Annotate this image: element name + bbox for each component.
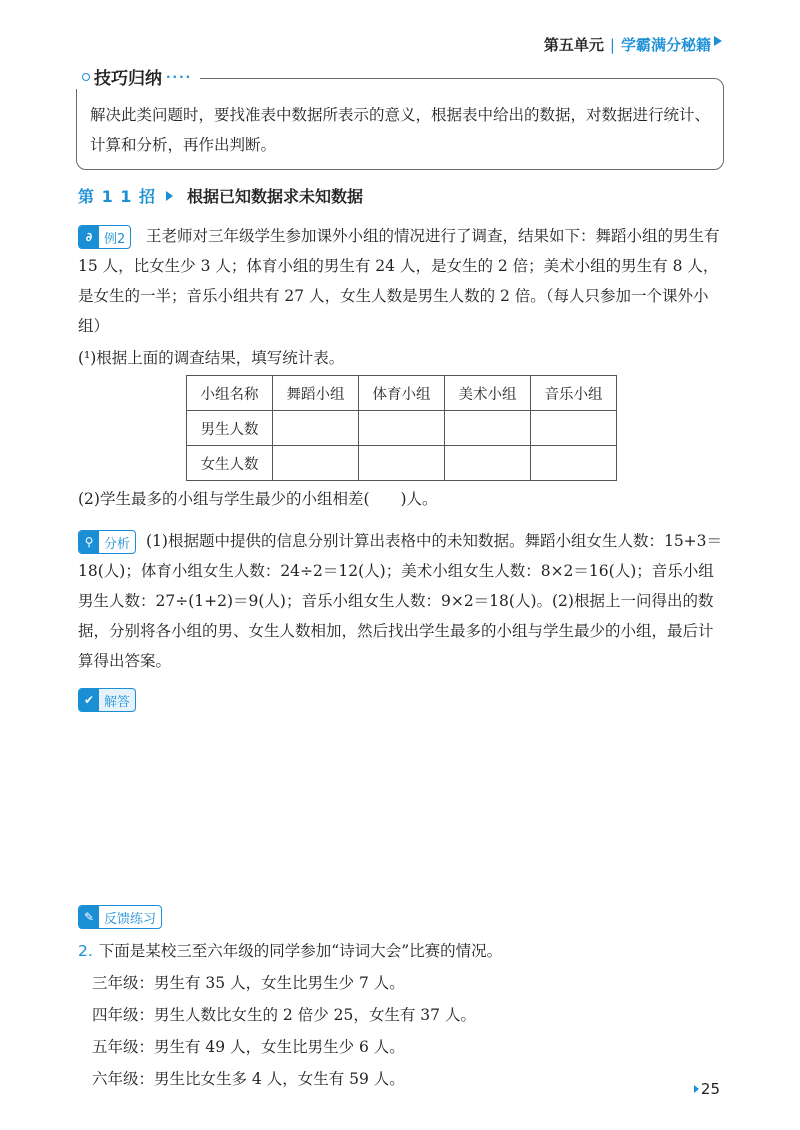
tips-heading (76, 64, 200, 89)
check-icon: ✔ (79, 689, 99, 711)
ring-icon (82, 73, 90, 81)
dots-decoration-icon: ···· (166, 69, 193, 84)
pencil-icon: ✎ (79, 906, 99, 928)
table-header-cell: 音乐小组 (531, 376, 617, 411)
table-cell-blank[interactable] (445, 446, 531, 481)
tips-text: 解决此类问题时，要找准表中数据所表示的意义，根据表中给出的数据，对数据进行统计、计算和分析，再作出判断。 (90, 106, 711, 154)
brand-title: 学霸满分秘籍 (620, 36, 711, 54)
stats-table (186, 375, 617, 481)
practice-line: 五年级：男生有 49 人，女生比男生少 6 人。 (92, 1038, 405, 1056)
table-header-cell: 舞蹈小组 (273, 376, 359, 411)
running-header (544, 34, 722, 55)
section-number: 第 1 1 招 (78, 187, 156, 206)
header-separator: | (609, 35, 615, 54)
section-title: 根据已知数据求未知数据 (186, 187, 363, 206)
page-number (694, 1080, 720, 1098)
analysis-text: (1)根据题中提供的信息分别计算出表格中的未知数据。舞蹈小组女生人数：15+3＝18(人)；体育小组女生人数：24÷2＝12(人)；美术小组女生人数：8×2＝16(人)；音乐小组男生人数：27÷(1+2)＝9(人)；音乐小组女生人数：9×2＝18(人)。(2)根据上一问得出的数据，分别将各小组的男、女生人数相加，然后找出学生最多的小组与学生最少的小组，最后计算得出答案。 (78, 532, 723, 670)
page-number-text: 25 (700, 1080, 720, 1098)
example-text: 王老师对三年级学生参加课外小组的情况进行了调查，结果如下：舞蹈小组的男生有 15 人，比女生少 3 人；体育小组的男生有 24 人，是女生的 2 倍；美术小组的男生有 8 人，是女生的一半；音乐小组共有 27 人，女生人数是男生人数的 2 倍。（每人只参加一个课外小组） (78, 227, 720, 335)
magnifier-icon: ⚲ (79, 531, 99, 553)
table-header-cell: 体育小组 (359, 376, 445, 411)
table-row (187, 446, 617, 481)
question-2: (2)学生最多的小组与学生最少的小组相差( )人。 (78, 490, 438, 508)
link-icon: ∂ (79, 226, 99, 248)
table-header-cell: 小组名称 (187, 376, 273, 411)
practice-line: 四年级：男生人数比女生的 2 倍少 25，女生有 37 人。 (92, 1006, 476, 1024)
practice-line: 三年级：男生有 35 人，女生比男生少 7 人。 (92, 974, 405, 992)
table-row (187, 411, 617, 446)
row-label-girls: 女生人数 (187, 446, 273, 481)
table-cell-blank[interactable] (359, 411, 445, 446)
practice-line: 六年级：男生比女生多 4 人，女生有 59 人。 (92, 1070, 405, 1088)
tips-title: 技巧归纳 (94, 69, 162, 89)
example-tag-label: 例2 (104, 231, 126, 247)
analysis-tag-label: 分析 (104, 536, 131, 552)
practice-intro-line (78, 935, 724, 967)
table-cell-blank[interactable] (273, 411, 359, 446)
answer-tag (78, 688, 136, 712)
practice-block (78, 935, 724, 1095)
table-cell-blank[interactable] (273, 446, 359, 481)
table-cell-blank[interactable] (445, 411, 531, 446)
flag-icon (714, 36, 722, 46)
feedback-tag (78, 905, 162, 929)
table-cell-blank[interactable] (359, 446, 445, 481)
row-label-boys: 男生人数 (187, 411, 273, 446)
table-cell-blank[interactable] (531, 446, 617, 481)
table-header-cell: 美术小组 (445, 376, 531, 411)
question-1: (¹)根据上面的调查结果，填写统计表。 (78, 349, 345, 367)
table-cell-blank[interactable] (531, 411, 617, 446)
triangle-icon (166, 191, 173, 201)
practice-number: 2. (78, 942, 93, 960)
practice-intro: 下面是某校三至六年级的同学参加“诗词大会”比赛的情况。 (98, 942, 503, 960)
page-triangle-icon (694, 1085, 699, 1093)
unit-title: 第五单元 (543, 36, 604, 54)
table-header-row (187, 376, 617, 411)
answer-tag-label: 解答 (104, 694, 131, 710)
section-heading (78, 184, 363, 207)
feedback-tag-label: 反馈练习 (104, 911, 157, 927)
